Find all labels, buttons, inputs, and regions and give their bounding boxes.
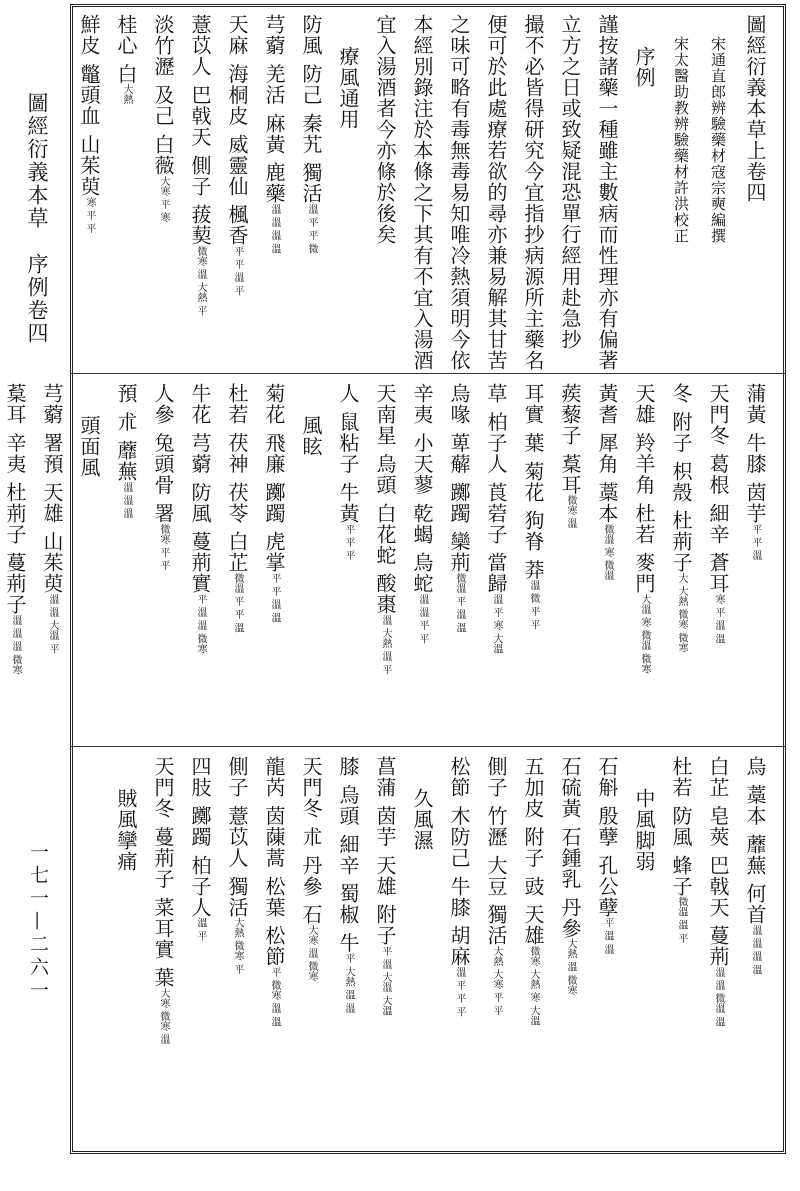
- text-column: [148, 375, 178, 753]
- text-column: [518, 6, 548, 380]
- text-column: [407, 6, 437, 380]
- column-text: 宋通直郎辨驗藥材寇宗奭編撰: [709, 36, 727, 244]
- column-text: 圖經衍義本草上卷四: [743, 14, 767, 203]
- column-text: 宋太醫助教辨驗藥材許洪校正: [672, 36, 690, 244]
- column-annotation: 溫 溫 溫 溫: [750, 925, 761, 975]
- text-column: [481, 375, 511, 753]
- column-text: 蒺藜子 葈耳: [558, 383, 582, 496]
- column-text: 撮不必皆得研究今宜指抄病源所主藥名: [521, 14, 545, 371]
- column-text: 側子 竹瀝 大豆 獨活: [484, 756, 508, 947]
- text-column: [740, 375, 770, 753]
- column-text: 杜若 茯神 茯苓 白芷: [225, 383, 249, 574]
- column-text: 耳實 葉 菊花 狗脊 莽: [521, 383, 545, 581]
- column-text: 天門冬 朮 丹參 石: [299, 756, 323, 926]
- column-annotation: 溫 微 平 平: [528, 580, 539, 630]
- text-column: [518, 748, 548, 1159]
- column-text: 龍芮 茵蔯蒿 松葉 松節: [262, 756, 286, 968]
- column-text: 序例: [632, 46, 656, 88]
- column-annotation: 平 微寒 溫 溫: [269, 967, 280, 1027]
- column-text: 烏 藁本 蘼蕪 何首: [743, 756, 767, 926]
- text-column: [703, 6, 733, 402]
- column-text: 久風濕: [410, 788, 434, 851]
- section-heading: [629, 6, 659, 412]
- column-text: 石斛 殷孽 孔公孽: [595, 756, 619, 918]
- column-text: 賊風攣痛: [114, 788, 138, 872]
- column-text: 膝 烏頭 細辛 蜀椒 牛: [336, 756, 360, 954]
- text-column: [296, 748, 326, 1159]
- column-annotation: 微溫 平 平 溫: [232, 573, 243, 633]
- text-column: [666, 6, 696, 402]
- text-column: [444, 375, 474, 753]
- text-column: [555, 6, 585, 380]
- text-column: [518, 375, 548, 753]
- text-column: [185, 6, 215, 380]
- column-annotation: 大 大熱 微寒 微寒: [676, 573, 687, 653]
- column-text: 葈耳 辛夷 杜荊子 蔓荊子: [3, 383, 27, 616]
- text-column: [592, 375, 622, 753]
- column-annotation: 溫 溫 溫 溫: [269, 204, 280, 254]
- column-annotation: 溫 溫 大溫 平: [47, 594, 58, 654]
- column-text: 牛花 芎藭 防風 蔓荊實: [188, 383, 212, 595]
- text-column: [37, 375, 67, 753]
- column-text: 之味可略有毒無毒易知唯冷熱須明今依: [447, 14, 471, 371]
- column-annotation: 溫 大熱 溫 平: [380, 615, 391, 675]
- column-text: 黃耆 犀角 藁本: [595, 383, 619, 524]
- column-annotation: 平 平 平: [343, 523, 354, 561]
- text-column: [222, 6, 252, 380]
- column-text: 天門冬 葛根 細辛 蒼耳: [706, 383, 730, 595]
- text-column: [666, 748, 696, 1159]
- text-column: [0, 375, 30, 753]
- column-annotation: 微寒 溫 大熱 平: [195, 246, 206, 316]
- text-column: [370, 748, 400, 1159]
- section-heading: [111, 748, 141, 1191]
- column-text: 杜若 防風 蜂子: [669, 756, 693, 897]
- text-column: [333, 375, 363, 753]
- text-column: [74, 6, 104, 380]
- text-column: [222, 375, 252, 753]
- column-annotation: 溫 平 平 平: [454, 967, 465, 1017]
- column-annotation: 平 平 溫: [750, 523, 761, 561]
- column-annotation: 寒 平 平: [84, 196, 95, 234]
- column-text: 桂心 白: [114, 14, 138, 85]
- column-annotation: 大熱 大寒 平 平: [491, 946, 502, 1016]
- column-text: 風眩: [299, 415, 323, 457]
- column-annotation: 大熱: [121, 84, 132, 105]
- text-column: [370, 375, 400, 753]
- text-column: [259, 748, 289, 1159]
- column-annotation: 溫 平 寒 大溫: [491, 594, 502, 654]
- column-annotation: 溫 溫 微溫 溫: [713, 967, 724, 1027]
- column-text: 防風 防己 秦艽 獨活: [299, 14, 323, 205]
- column-text: 立方之日或致疑混恐單行經用赴急抄: [558, 14, 582, 350]
- column-text: 療風通用: [336, 46, 360, 130]
- column-annotation: 大熱 溫 微寒: [565, 938, 576, 996]
- column-annotation: 平 溫 溫 微寒: [195, 594, 206, 654]
- section-heading: [629, 748, 659, 1191]
- column-text: 人 鼠粘子 牛黃: [336, 383, 360, 524]
- column-text: 烏喙 萆薢 躑躅 欒荊: [447, 383, 471, 574]
- column-text: 鮮皮 鼈頭血 山茱萸: [77, 14, 101, 197]
- column-annotation: 溫 平: [195, 917, 206, 941]
- text-panel-top: [72, 6, 784, 372]
- column-annotation: 微寒 溫: [565, 495, 576, 529]
- text-column: [222, 748, 252, 1159]
- column-text: 頭面風: [77, 415, 101, 478]
- column-text: 中風脚弱: [632, 788, 656, 872]
- column-annotation: 寒 平 溫 溫: [713, 594, 724, 644]
- text-panel-middle: [3, 375, 784, 745]
- column-annotation: 平 平 溫 平: [232, 246, 243, 296]
- column-annotation: 大寒 微寒 溫: [158, 988, 169, 1045]
- section-heading: [333, 6, 363, 412]
- column-text: 芎藭 羌活 麻黃 鹿藥: [262, 14, 286, 205]
- column-text: 本經別錄注於本條之下其有不宜入湯酒: [410, 14, 434, 371]
- text-column: [111, 6, 141, 380]
- text-column: [740, 748, 770, 1159]
- column-annotation: 溫 平 平 微: [306, 204, 317, 254]
- text-column: [592, 748, 622, 1159]
- column-text: 薏苡人 巴戟天 側子 菝葜: [188, 14, 212, 247]
- column-text: 松節 木防己 牛膝 胡麻: [447, 756, 471, 968]
- text-column: [370, 6, 400, 380]
- column-text: 謹按諸藥一種雖主數病而性理亦有偏著: [595, 14, 619, 371]
- column-text: 菊花 飛廉 躑躅 虎掌: [262, 383, 286, 574]
- text-column: [333, 748, 363, 1159]
- column-text: 天麻 海桐皮 威靈仙 楓香: [225, 14, 249, 247]
- column-text: 四肢 躑躅 柏子人: [188, 756, 212, 918]
- text-column: [185, 375, 215, 753]
- chapter-title: [740, 6, 770, 380]
- column-text: 蒲黃 牛膝 茵芋: [743, 383, 767, 524]
- column-text: 天南星 烏頭 白花蛇 酸棗: [373, 383, 397, 616]
- column-annotation: 微寒 平 平: [158, 523, 169, 571]
- column-annotation: 微溫 平 溫 溫: [454, 573, 465, 633]
- text-column: [148, 6, 178, 380]
- column-text: 天門冬 蔓荊子 菜耳實 葉: [151, 756, 175, 989]
- text-column: [407, 375, 437, 753]
- column-text: 白芷 皂莢 巴戟天 蔓荊: [706, 756, 730, 968]
- column-annotation: 微寒 大熱 寒 大溫: [528, 946, 539, 1026]
- column-annotation: 平 大熱 溫 溫: [343, 953, 354, 1013]
- column-annotation: 大溫 寒 微溫 微寒: [639, 594, 650, 674]
- section-heading: [74, 375, 104, 785]
- text-column: [111, 375, 141, 753]
- section-heading: [407, 748, 437, 1191]
- column-text: 石硫黃 石鍾乳 丹參: [558, 756, 582, 939]
- text-column: [148, 748, 178, 1159]
- column-text: 芎藭 署預 天雄 山茱萸: [40, 383, 64, 595]
- column-text: 天雄 羚羊角 杜若 麥門: [632, 383, 656, 595]
- column-annotation: 平 溫 溫: [602, 917, 613, 955]
- text-column: [185, 748, 215, 1159]
- column-annotation: 溫 溫 溫: [121, 481, 132, 519]
- column-text: 辛夷 小天蓼 乾蝎 烏蛇: [410, 383, 434, 595]
- column-text: 五加皮 附子 豉 天雄: [521, 756, 545, 947]
- column-annotation: 溫 溫 平 平: [417, 594, 428, 644]
- text-column: [444, 6, 474, 380]
- text-column: [666, 375, 696, 753]
- text-panel-bottom: [72, 748, 784, 1151]
- column-annotation: 大寒 溫 微寒: [306, 925, 317, 982]
- column-annotation: 平 溫 大溫 大溫: [380, 946, 391, 1016]
- column-text: 菖蒲 茵芋 天雄 附子: [373, 756, 397, 947]
- text-column: [481, 6, 511, 380]
- text-column: [703, 375, 733, 753]
- page-number: 一七一—二六一: [27, 842, 49, 1003]
- running-title: 圖經衍義本草 序例卷四: [25, 92, 49, 345]
- column-text: 淡竹瀝 及己 白薇: [151, 14, 175, 176]
- column-text: 人參 兔頭骨 署: [151, 383, 175, 524]
- column-annotation: 溫 溫 溫 微寒: [10, 615, 21, 675]
- text-column: [629, 375, 659, 753]
- column-annotation: 微溫 寒 微溫: [602, 523, 613, 581]
- column-text: 預 朮 蘼蕪: [114, 383, 138, 482]
- text-column: [259, 375, 289, 753]
- text-column: [703, 748, 733, 1159]
- column-text: 便可於此處療若欲的尋亦兼易解其甘苦: [484, 14, 508, 371]
- text-column: [555, 748, 585, 1159]
- column-annotation: 大熱 微寒 平: [232, 917, 243, 975]
- text-column: [481, 748, 511, 1159]
- text-column: [592, 6, 622, 380]
- section-heading: [296, 375, 326, 785]
- column-annotation: 平 平 溫 溫: [269, 573, 280, 623]
- text-column: [296, 6, 326, 380]
- column-text: 宜入湯酒者今亦條於後矣: [373, 14, 397, 245]
- text-column: [259, 6, 289, 380]
- column-annotation: 微溫 溫 平: [676, 896, 687, 944]
- column-text: 側子 薏苡人 獨活: [225, 756, 249, 918]
- column-annotation: 大寒 平 寒: [158, 175, 169, 223]
- text-column: [555, 375, 585, 753]
- column-text: 冬 附子 枳殼 杜荊子: [669, 383, 693, 574]
- text-column: [444, 748, 474, 1159]
- column-text: 草 柏子人 莨菪子 當歸: [484, 383, 508, 595]
